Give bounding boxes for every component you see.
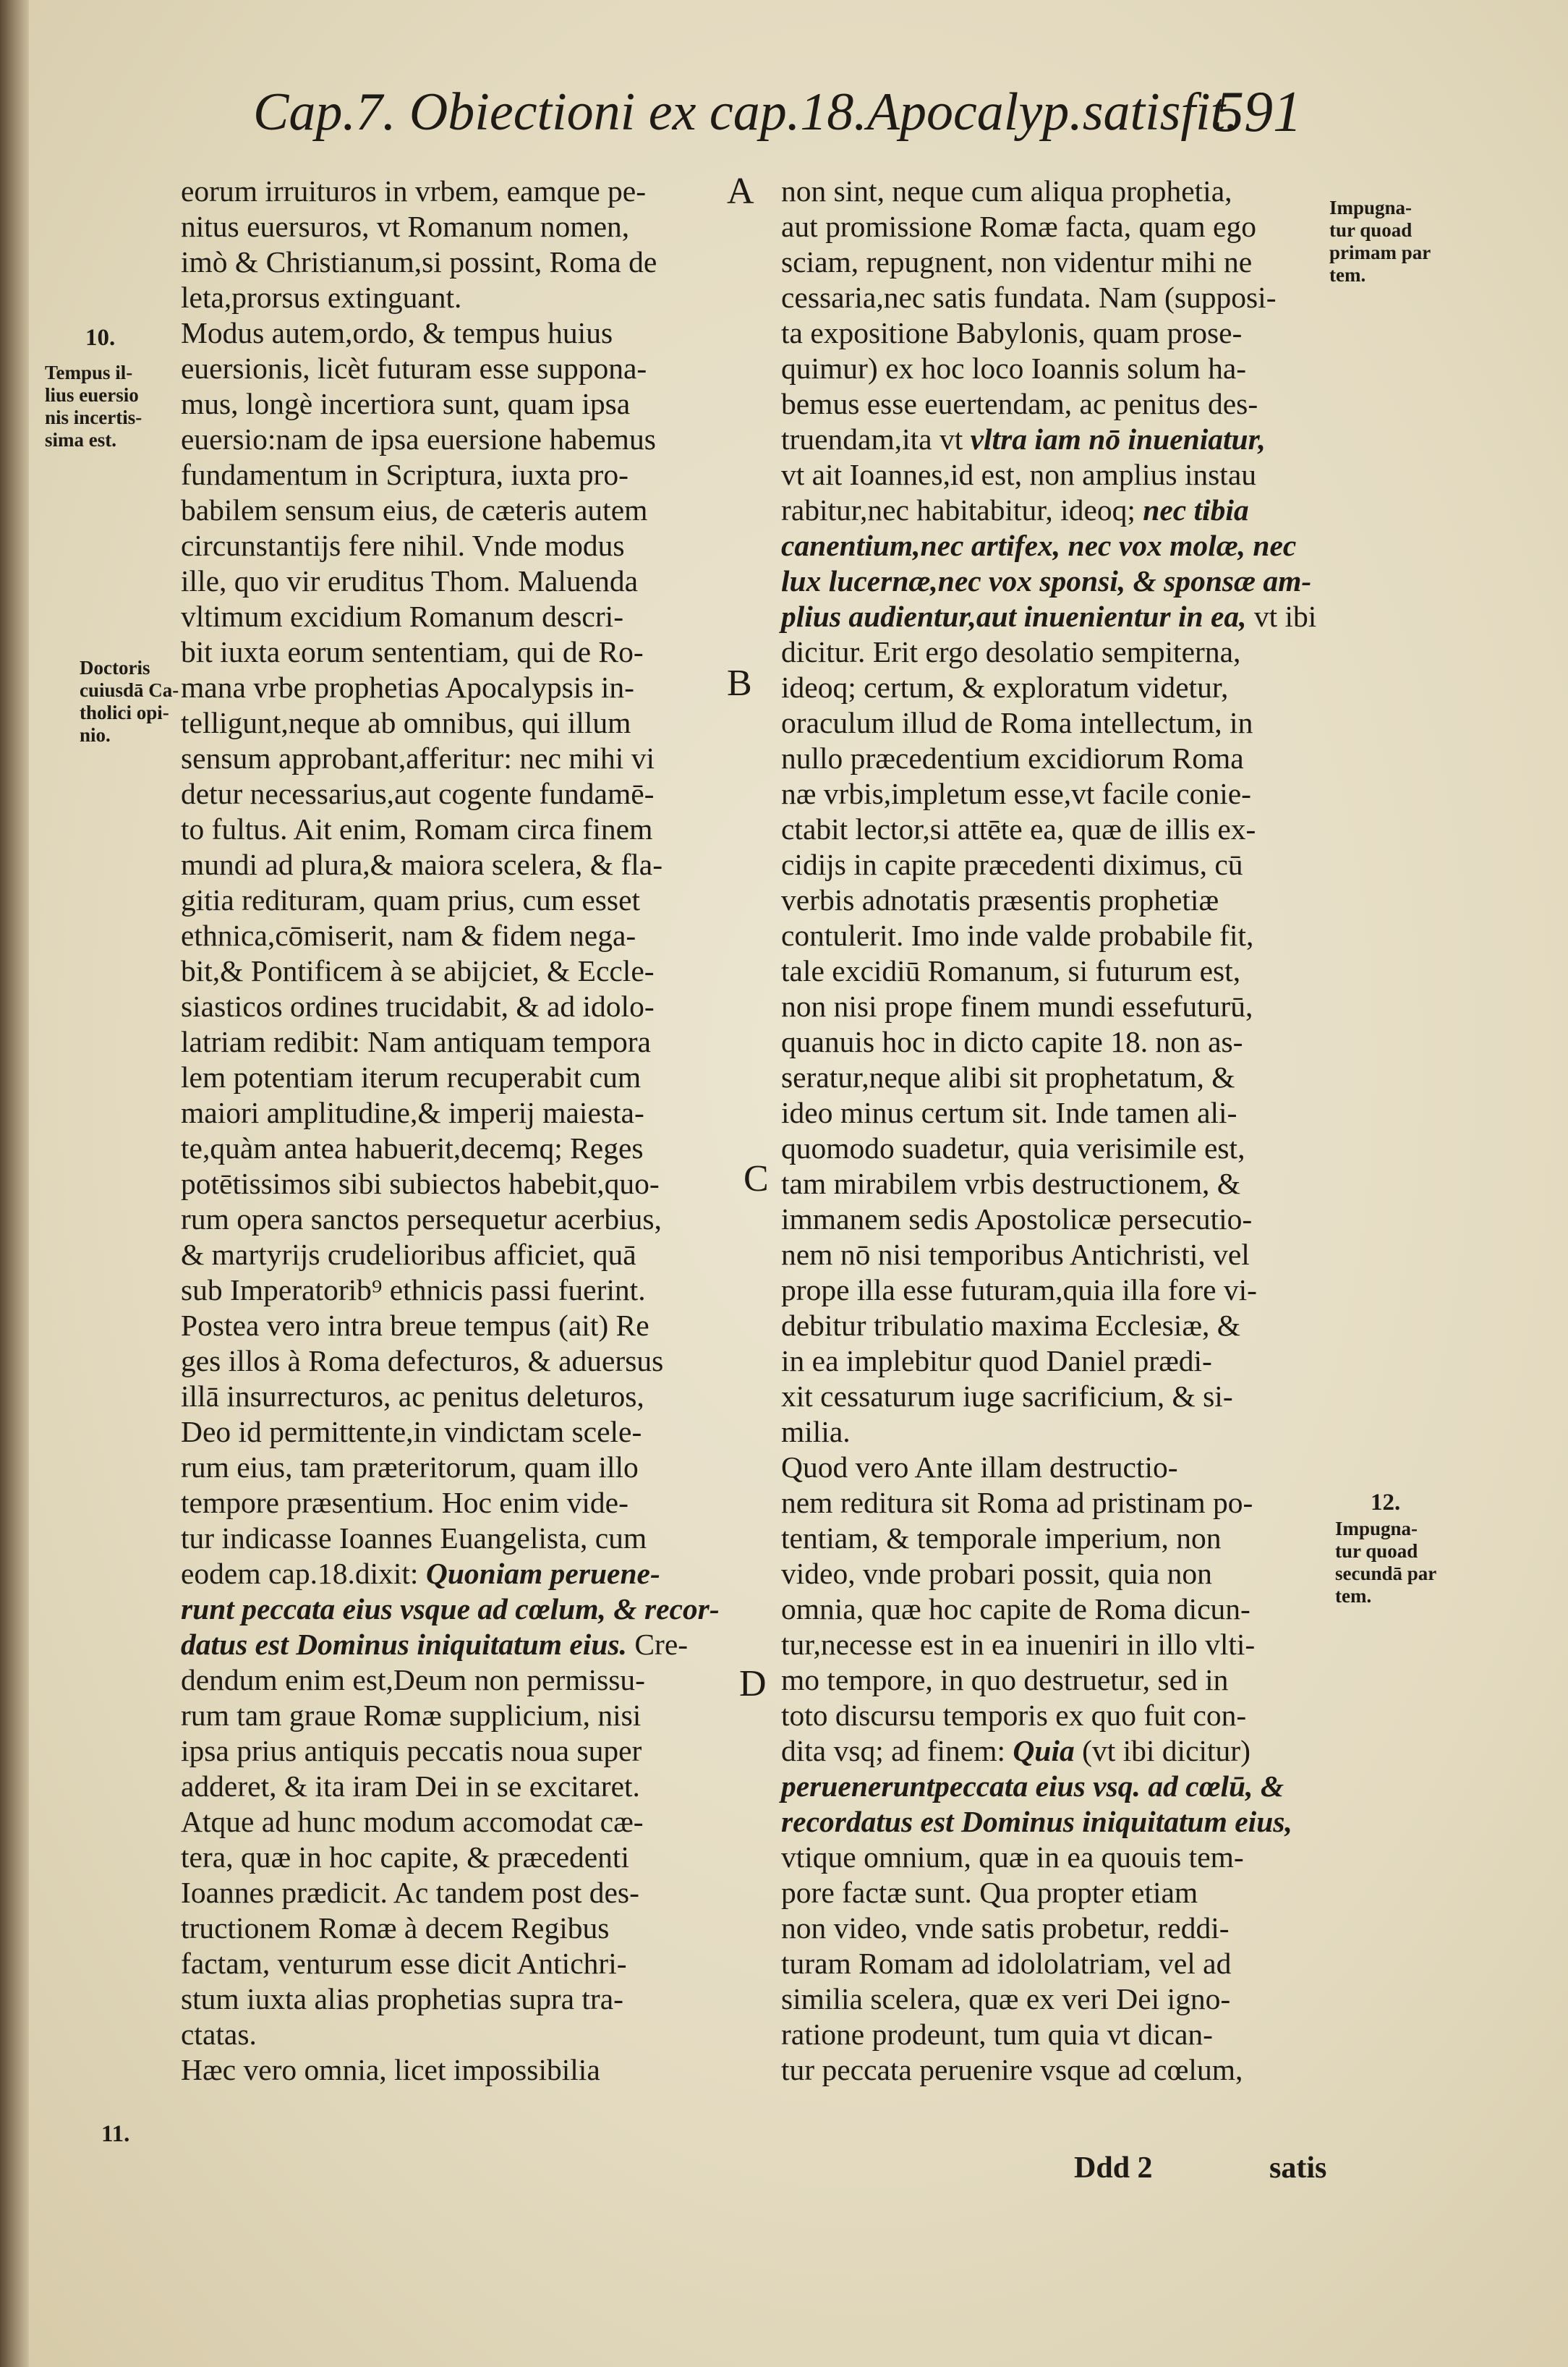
binding-edge	[0, 0, 29, 2367]
text-line: contulerit. Imo inde valde probabile fit,	[781, 919, 1254, 952]
text-line: adderet, & ita iram Dei in se excitaret.	[181, 1769, 640, 1803]
text-line: ipsa prius antiquis peccatis noua super	[181, 1734, 642, 1767]
text-line: nem nō nisi temporibus Antichristi, vel	[781, 1238, 1250, 1271]
text-line: tale excidiū Romanum, si futurum est,	[781, 954, 1241, 987]
text-line: rum eius, tam præteritorum, quam illo	[181, 1450, 639, 1484]
text-line: tempore præsentium. Hoc enim vide-	[181, 1486, 629, 1519]
text-line: similia scelera, quæ ex veri Dei igno-	[781, 1982, 1231, 2015]
text-line: bemus esse euertendam, ac penitus des-	[781, 387, 1258, 420]
section-marker-d: D	[739, 1663, 767, 1704]
italic-quote: nec tibia	[1143, 493, 1249, 527]
margin-note-number: 12.	[1371, 1490, 1401, 1516]
text-line: ratione prodeunt, tum quia vt dican-	[781, 2018, 1213, 2051]
text-line: ctabit lector,si attēte ea, quæ de illis ex-	[781, 812, 1256, 846]
text-line: non video, vnde satis probetur, reddi-	[781, 1911, 1230, 1945]
section-marker-c: C	[743, 1158, 769, 1199]
text-span: dita vsq; ad finem:	[781, 1734, 1013, 1767]
text-line: potētissimos sibi subiectos habebit,quo-	[181, 1167, 660, 1200]
text-line: mundi ad plura,& maiora scelera, & fla-	[181, 848, 663, 881]
text-line: tentiam, & temporale imperium, non	[781, 1521, 1222, 1555]
italic-line: recordatus est Dominus iniquitatum eius,	[781, 1805, 1292, 1838]
margin-note-tempus	[45, 362, 142, 451]
margin-note-line: sima est.	[45, 429, 116, 451]
text-line: sciam, repugnent, non videntur mihi ne	[781, 245, 1253, 279]
margin-note-line: Impugna-	[1329, 197, 1413, 218]
italic-line: canentium,nec artifex, nec vox molæ, nec	[781, 529, 1297, 562]
catchword: satis	[1269, 2151, 1327, 2185]
signature-mark: Ddd 2	[1074, 2151, 1153, 2185]
margin-note-doctoris	[80, 657, 179, 747]
text-line: cessaria,nec satis fundata. Nam (supposi-	[781, 281, 1277, 314]
margin-note-line: Impugna-	[1335, 1518, 1418, 1539]
text-line: ta expositione Babylonis, quam prose-	[781, 316, 1243, 349]
margin-note-line: secundā par	[1335, 1563, 1437, 1584]
text-line: seratur,neque alibi sit prophetatum, &	[781, 1061, 1235, 1094]
text-line: cidijs in capite præcedenti diximus, cū	[781, 848, 1243, 881]
text-line	[781, 422, 1338, 457]
margin-note-line: nis incertis-	[45, 407, 142, 428]
margin-note-line: tur quoad	[1329, 219, 1413, 241]
page-number: 591	[1215, 80, 1302, 144]
margin-note-impugnatur-2	[1335, 1518, 1436, 1607]
margin-note-number: 10.	[85, 325, 116, 351]
text-line: tur indicasse Ioannes Euangelista, cum	[181, 1521, 647, 1555]
text-line: dicitur. Erit ergo desolatio sempiterna,	[781, 635, 1241, 668]
italic-quote: vltra iam nō inueniatur,	[970, 422, 1266, 456]
text-line	[781, 493, 1338, 528]
text-line: rum tam graue Romæ supplicium, nisi	[181, 1699, 642, 1732]
italic-line: lux lucernæ,nec vox sponsi, & sponsæ am-	[781, 564, 1312, 598]
text-line: toto discursu temporis ex quo fuit con-	[781, 1699, 1247, 1732]
text-line: mana vrbe prophetias Apocalypsis in-	[181, 671, 634, 704]
text-line: in ea implebitur quod Daniel prædi-	[781, 1344, 1212, 1377]
text-line: mo tempore, in quo destruetur, sed in	[781, 1663, 1229, 1696]
text-line: stum iuxta alias prophetias supra tra-	[181, 1982, 623, 2015]
left-column	[181, 174, 730, 2088]
margin-note-line: nio.	[80, 724, 111, 746]
margin-note-line: tem.	[1335, 1585, 1372, 1607]
right-column	[781, 174, 1338, 2088]
text-line: bit,& Pontificem à se abijciet, & Eccle-	[181, 954, 655, 987]
text-line: gitia redituram, quam prius, cum esset	[181, 883, 641, 917]
text-line: ideoq; certum, & exploratum videtur,	[781, 671, 1229, 704]
text-line: omnia, quæ hoc capite de Roma dicun-	[781, 1592, 1250, 1626]
text-line: to fultus. Ait enim, Romam circa finem	[181, 812, 653, 846]
margin-note-line: Doctoris	[80, 657, 150, 679]
text-line: quomodo suadetur, quia verisimile est,	[781, 1131, 1245, 1165]
text-line: Atque ad hunc modum accomodat cæ-	[181, 1805, 644, 1838]
text-line: detur necessarius,aut cogente fundamē-	[181, 777, 655, 810]
text-line: dendum enim est,Deum non permissu-	[181, 1663, 645, 1696]
text-line: immanem sedis Apostolicæ persecutio-	[781, 1202, 1253, 1236]
text-span: truendam,ita vt	[781, 422, 971, 456]
text-span: (vt ibi dicitur)	[1074, 1734, 1250, 1767]
text-line: sub Imperatorib⁹ ethnicis passi fuerint.	[181, 1273, 646, 1306]
text-line: imò & Christianum,si possint, Roma de	[181, 245, 657, 279]
text-line: euersionis, licèt futuram esse suppona-	[181, 352, 647, 385]
text-line: Quod vero Ante illam destructio-	[781, 1450, 1178, 1484]
text-line: vt ait Ioannes,id est, non amplius instau	[781, 458, 1256, 491]
margin-note-number: 11.	[101, 2121, 130, 2147]
text-line: ctatas.	[181, 2018, 257, 2051]
text-line: xit cessaturum iuge sacrificium, & si-	[781, 1380, 1233, 1413]
running-head: Cap.7. Obiectioni ex cap.18.Apocalyp.satisfit.	[253, 82, 1239, 142]
text-line: Postea vero intra breue tempus (ait) Re	[181, 1309, 649, 1342]
text-span: vt ibi	[1246, 600, 1317, 633]
italic-line: runt peccata eius vsque ad cœlum, & recor-	[181, 1592, 720, 1626]
text-line: video, vnde probari possit, quia non	[781, 1557, 1212, 1590]
text-line: mus, longè incertiora sunt, quam ipsa	[181, 387, 631, 420]
italic-line: perueneruntpeccata eius vsq. ad cœlū, &	[781, 1769, 1284, 1803]
text-line: latriam redibit: Nam antiquam tempora	[181, 1025, 651, 1058]
text-line: & martyrijs crudelioribus afficiet, quā	[181, 1238, 636, 1271]
text-line: nitus euersuros, vt Romanum nomen,	[181, 210, 630, 243]
text-line: lem potentiam iterum recuperabit cum	[181, 1061, 642, 1094]
margin-note-line: cuiusdā Ca-	[80, 679, 179, 701]
text-line	[781, 1733, 1338, 1769]
text-line: verbis adnotatis præsentis prophetiæ	[781, 883, 1219, 917]
text-line: tam mirabilem vrbis destructionem, &	[781, 1167, 1241, 1200]
text-line: milia.	[781, 1415, 851, 1448]
italic-quote: plius audientur,aut inuenientur in ea,	[781, 600, 1247, 633]
text-line: maiori amplitudine,& imperij maiesta-	[181, 1096, 644, 1129]
margin-note-line: primam par	[1329, 242, 1431, 263]
text-line: quimur) ex hoc loco Ioannis solum ha-	[781, 352, 1247, 385]
text-line: tur peccata peruenire vsque ad cœlum,	[781, 2053, 1243, 2086]
italic-quote: Quoniam peruene-	[425, 1557, 660, 1590]
text-line: non nisi prope finem mundi essefuturū,	[781, 990, 1253, 1023]
text-line: te,quàm antea habuerit,decemq; Reges	[181, 1131, 644, 1165]
text-line: vltimum excidium Romanum descri-	[181, 600, 624, 633]
margin-note-line: tholici opi-	[80, 702, 169, 723]
margin-note-impugnatur-1	[1329, 197, 1431, 286]
margin-note-line: lius euersio	[45, 384, 139, 406]
text-line: circunstantijs fere nihil. Vnde modus	[181, 529, 625, 562]
text-line: næ vrbis,impletum esse,vt facile conie-	[781, 777, 1251, 810]
text-line: oraculum illud de Roma intellectum, in	[781, 706, 1253, 739]
text-line: ges illos à Roma defecturos, & aduersus	[181, 1344, 664, 1377]
text-line: Modus autem,ordo, & tempus huius	[181, 316, 613, 349]
text-line: nullo præcedentium excidiorum Roma	[781, 741, 1244, 775]
text-line: ethnica,cōmiserit, nam & fidem nega-	[181, 919, 636, 952]
text-line: aut promissione Romæ facta, quam ego	[781, 210, 1256, 243]
text-line: ideo minus certum sit. Inde tamen ali-	[781, 1096, 1237, 1129]
text-span: Cre-	[626, 1628, 689, 1661]
section-marker-a: A	[727, 171, 754, 212]
text-line: fundamentum in Scriptura, iuxta pro-	[181, 458, 629, 491]
margin-note-line: Tempus il-	[45, 362, 133, 383]
text-line: leta,prorsus extinguant.	[181, 281, 462, 314]
text-line: rum opera sanctos persequetur acerbius,	[181, 1202, 662, 1236]
text-line: prope illa esse futuram,quia illa fore vi-	[781, 1273, 1258, 1306]
text-line: sensum approbant,afferitur: nec mihi vi	[181, 741, 655, 775]
text-line	[781, 599, 1338, 634]
text-line: siasticos ordines trucidabit, & ad idolo-	[181, 990, 655, 1023]
text-line: pore factæ sunt. Qua propter etiam	[781, 1876, 1198, 1909]
text-line: babilem sensum eius, de cæteris autem	[181, 493, 648, 527]
italic-quote: Quia	[1013, 1734, 1075, 1767]
text-line: turam Romam ad idololatriam, vel ad	[781, 1947, 1232, 1980]
margin-note-line: tur quoad	[1335, 1540, 1418, 1562]
text-line	[181, 1556, 730, 1592]
text-line: tera, quæ in hoc capite, & præcedenti	[181, 1840, 629, 1874]
text-line: euersio:nam de ipsa euersione habemus	[181, 422, 656, 456]
text-line: nem reditura sit Roma ad pristinam po-	[781, 1486, 1253, 1519]
text-span: rabitur,nec habitabitur, ideoq;	[781, 493, 1143, 527]
text-line: Ioannes prædicit. Ac tandem post des-	[181, 1876, 639, 1909]
text-line: Hæc vero omnia, licet impossibilia	[181, 2053, 600, 2086]
text-line: non sint, neque cum aliqua prophetia,	[781, 174, 1232, 208]
text-line: bit iuxta eorum sententiam, qui de Ro-	[181, 635, 644, 668]
text-line	[181, 1627, 730, 1662]
text-line: eorum irruituros in vrbem, eamque pe-	[181, 174, 647, 208]
text-line: tructionem Romæ à decem Regibus	[181, 1911, 610, 1945]
italic-quote: datus est Dominus iniquitatum eius.	[181, 1628, 627, 1661]
text-line: debitur tribulatio maxima Ecclesiæ, &	[781, 1309, 1241, 1342]
text-line: quanuis hoc in dicto capite 18. non as-	[781, 1025, 1243, 1058]
text-line: factam, venturum esse dicit Antichri-	[181, 1947, 627, 1980]
margin-note-line: tem.	[1329, 264, 1366, 286]
text-span: eodem cap.18.dixit:	[181, 1557, 426, 1590]
text-line: ille, quo vir eruditus Thom. Maluenda	[181, 564, 639, 598]
text-line: tur,necesse est in ea inueniri in illo vlti-	[781, 1628, 1256, 1661]
section-marker-b: B	[727, 663, 752, 704]
text-line: illā insurrecturos, ac penitus deleturos,	[181, 1380, 644, 1413]
text-line: vtique omnium, quæ in ea quouis tem-	[781, 1840, 1244, 1874]
text-line: telligunt,neque ab omnibus, qui illum	[181, 706, 631, 739]
text-line: Deo id permittente,in vindictam scele-	[181, 1415, 642, 1448]
